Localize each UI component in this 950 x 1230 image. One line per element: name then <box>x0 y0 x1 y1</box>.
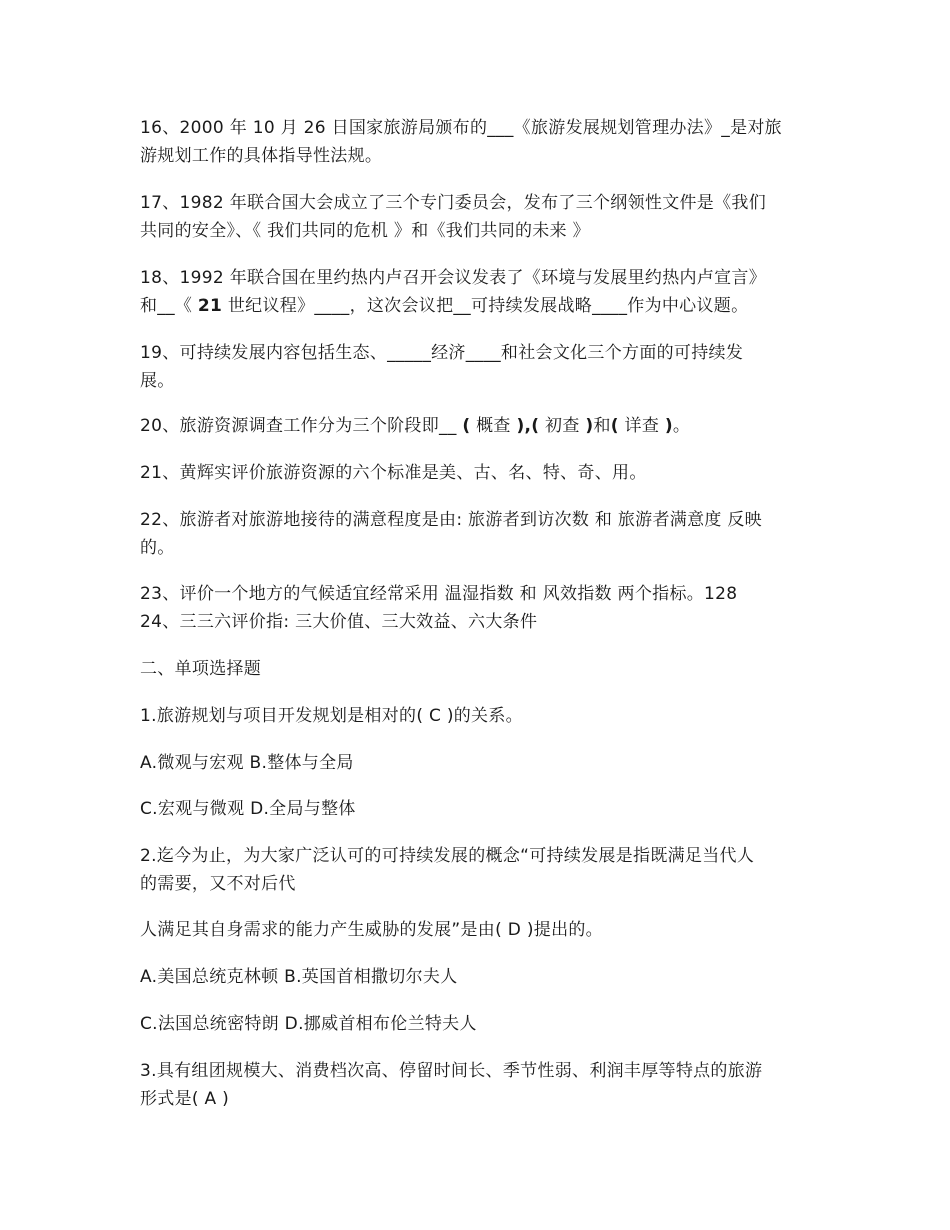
choice-2-options-ab: A.美国总统克林顿 B.英国首相撒切尔夫人 <box>140 967 458 987</box>
q20-answer-2: 初查 <box>539 416 586 436</box>
choice-1-options-cd: C.宏观与微观 D.全局与整体 <box>140 799 356 819</box>
q22-line-2: 的。 <box>140 538 175 558</box>
q17-line-1: 17、1982 年联合国大会成立了三个专门委员会，发布了三个纲领性文件是《我们 <box>140 193 766 213</box>
q20-pre: 20、旅游资源调查工作分为三个阶段即__ <box>140 416 463 436</box>
choice-2-question-line-2: 的需要，又不对后代 <box>140 874 296 894</box>
q20-post: 。 <box>672 416 691 436</box>
choice-2-continuation: 人满足其自身需求的能力产生威胁的发展”是由( D )提出的。 <box>140 920 603 940</box>
q20-line <box>140 416 820 436</box>
q23-line: 23、评价一个地方的气候适宜经常采用 温湿指数 和 风效指数 两个指标。128 <box>140 584 738 604</box>
q20-paren-2: ),( <box>516 416 540 436</box>
q20-answer-3: 详查 <box>618 416 665 436</box>
q19-line-1: 19、可持续发展内容包括生态、_____经济____和社会文化三个方面的可持续发 <box>140 343 744 363</box>
q20-paren-4: ( <box>610 416 619 436</box>
q19-line-2: 展。 <box>140 371 175 391</box>
q17-line-2: 共同的安全》、《 我们共同的危机 》和《我们共同的未来 》 <box>140 221 590 241</box>
q20-paren-3: ) <box>585 416 594 436</box>
choice-3-question-line-2: 形式是( A ) <box>140 1089 230 1109</box>
q18-line-2 <box>140 296 820 316</box>
choice-2-options-cd: C.法国总统密特朗 D.挪威首相布伦兰特夫人 <box>140 1014 477 1034</box>
q22-line-1: 22、旅游者对旅游地接待的满意程度是由: 旅游者到访次数 和 旅游者满意度 反映 <box>140 510 762 530</box>
q20-paren-1: ( <box>462 416 471 436</box>
q24-line: 24、三三六评价指: 三大价值、三大效益、六大条件 <box>140 612 538 632</box>
q21-line: 21、黄辉实评价旅游资源的六个标准是美、古、名、特、奇、用。 <box>140 463 647 483</box>
q16-line-2: 游规划工作的具体指导性法规。 <box>140 146 383 166</box>
q20-answer-1: 概查 <box>470 416 517 436</box>
q20-mid: 和 <box>593 416 611 436</box>
choice-1-question: 1.旅游规划与项目开发规划是相对的( C )的关系。 <box>140 706 523 726</box>
q18-line-2-pre: 和__《 <box>140 296 198 316</box>
section-heading: 二、单项选择题 <box>140 659 262 679</box>
q20-paren-5: ) <box>664 416 673 436</box>
q16-line-1: 16、2000 年 10 月 26 日国家旅游局颁布的___《旅游发展规划管理办法》_是对旅 <box>140 118 782 138</box>
q18-line-1: 18、1992 年联合国在里约热内卢召开会议发表了《环境与发展里约热内卢宣言》 <box>140 268 766 288</box>
q18-line-2-bold: 21 <box>197 296 223 316</box>
choice-2-question-line-1: 2.迄今为止，为大家广泛认可的可持续发展的概念“可持续发展是指既满足当代人 <box>140 846 755 866</box>
choice-3-question-line-1: 3.具有组团规模大、消费档次高、停留时间长、季节性弱、利润丰厚等特点的旅游 <box>140 1061 763 1081</box>
choice-1-options-ab: A.微观与宏观 B.整体与全局 <box>140 753 354 773</box>
q18-line-2-post: 世纪议程》____，这次会议把__可持续发展战略____作为中心议题。 <box>222 296 749 316</box>
